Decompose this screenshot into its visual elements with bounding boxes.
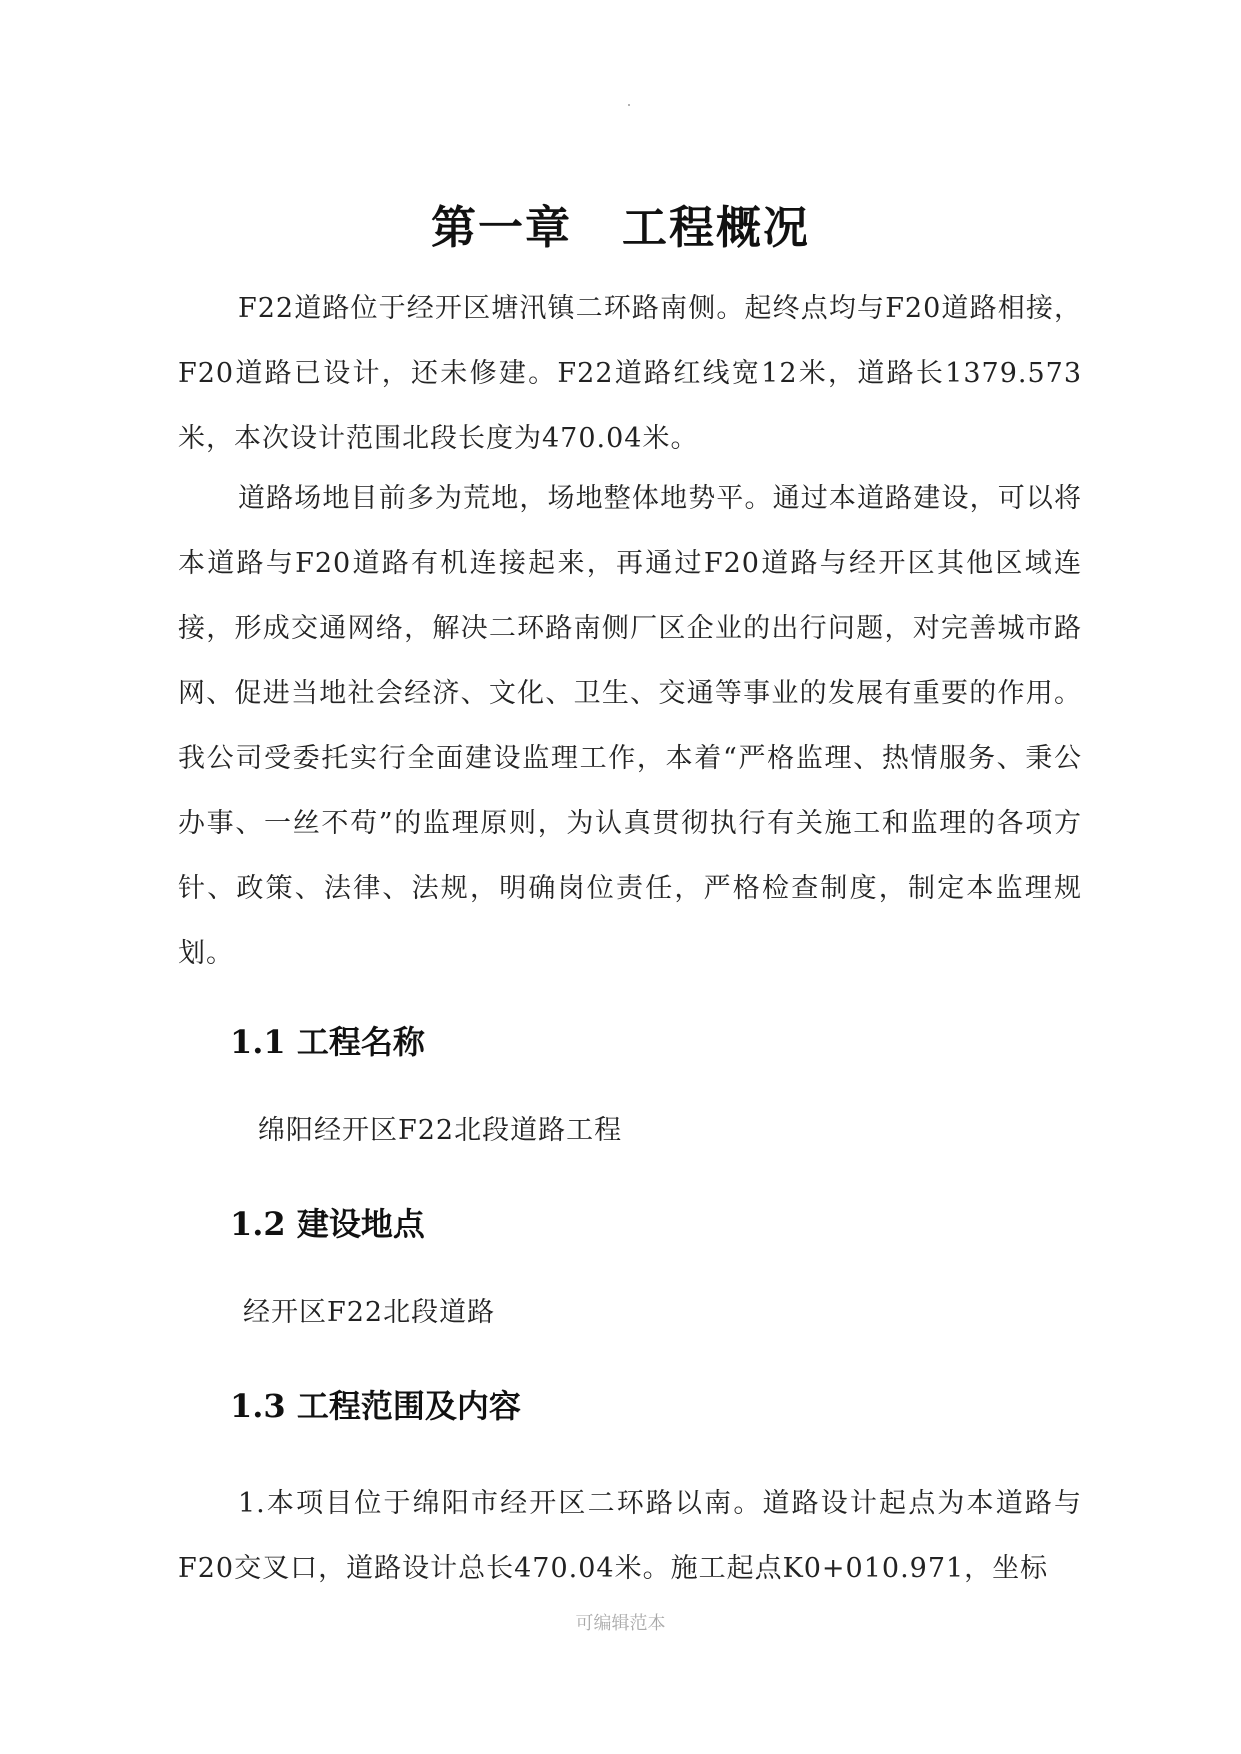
chapter-label: 第一章 (430, 201, 572, 255)
section-body-scope: 1.本项目位于绵阳市经开区二环路以南。道路设计起点为本道路与F20交叉口，道路设计总长470.04米。施工起点K0+010.971，坐标 (178, 1488, 1082, 1584)
section-body-location: 经开区F22北段道路 (243, 1297, 496, 1328)
section-heading-project-name: 1.1 工程名称 (230, 1023, 425, 1061)
page-footer: 可编辑范本 (575, 1613, 666, 1634)
section-body-project-name: 绵阳经开区F22北段道路工程 (258, 1115, 623, 1146)
section-heading-location: 1.2 建设地点 (230, 1205, 425, 1243)
header-mark (628, 104, 630, 106)
chapter-title (0, 198, 1241, 258)
chapter-name: 工程概况 (622, 201, 811, 255)
intro-paragraph-1: F22道路位于经开区塘汛镇二环路南侧。起终点均与F20道路相接，F20道路已设计，还未修建。F22道路红线宽12米，道路长1379.573米，本次设计范围北段长度为470.04米。 (178, 293, 1082, 454)
section-heading-scope: 1.3 工程范围及内容 (230, 1387, 521, 1425)
intro-paragraph-2: 道路场地目前多为荒地，场地整体地势平。通过本道路建设，可以将本道路与F20道路有机连接起来，再通过F20道路与经开区其他区域连接，形成交通网络，解决二环路南侧厂区企业的出行问题，对完善城市路网、促进当地社会经济、文化、卫生、交通等事业的发展有重要的作用。我公司受委托实行全面建设监理工作，本着“严格监理、热情服务、秉公办事、一丝不苟”的监理原则，为认真贯彻执行有关施工和监理的各项方针、政策、法律、法规，明确岗位责任，严格检查制度，制定本监理规划。 (178, 483, 1082, 969)
